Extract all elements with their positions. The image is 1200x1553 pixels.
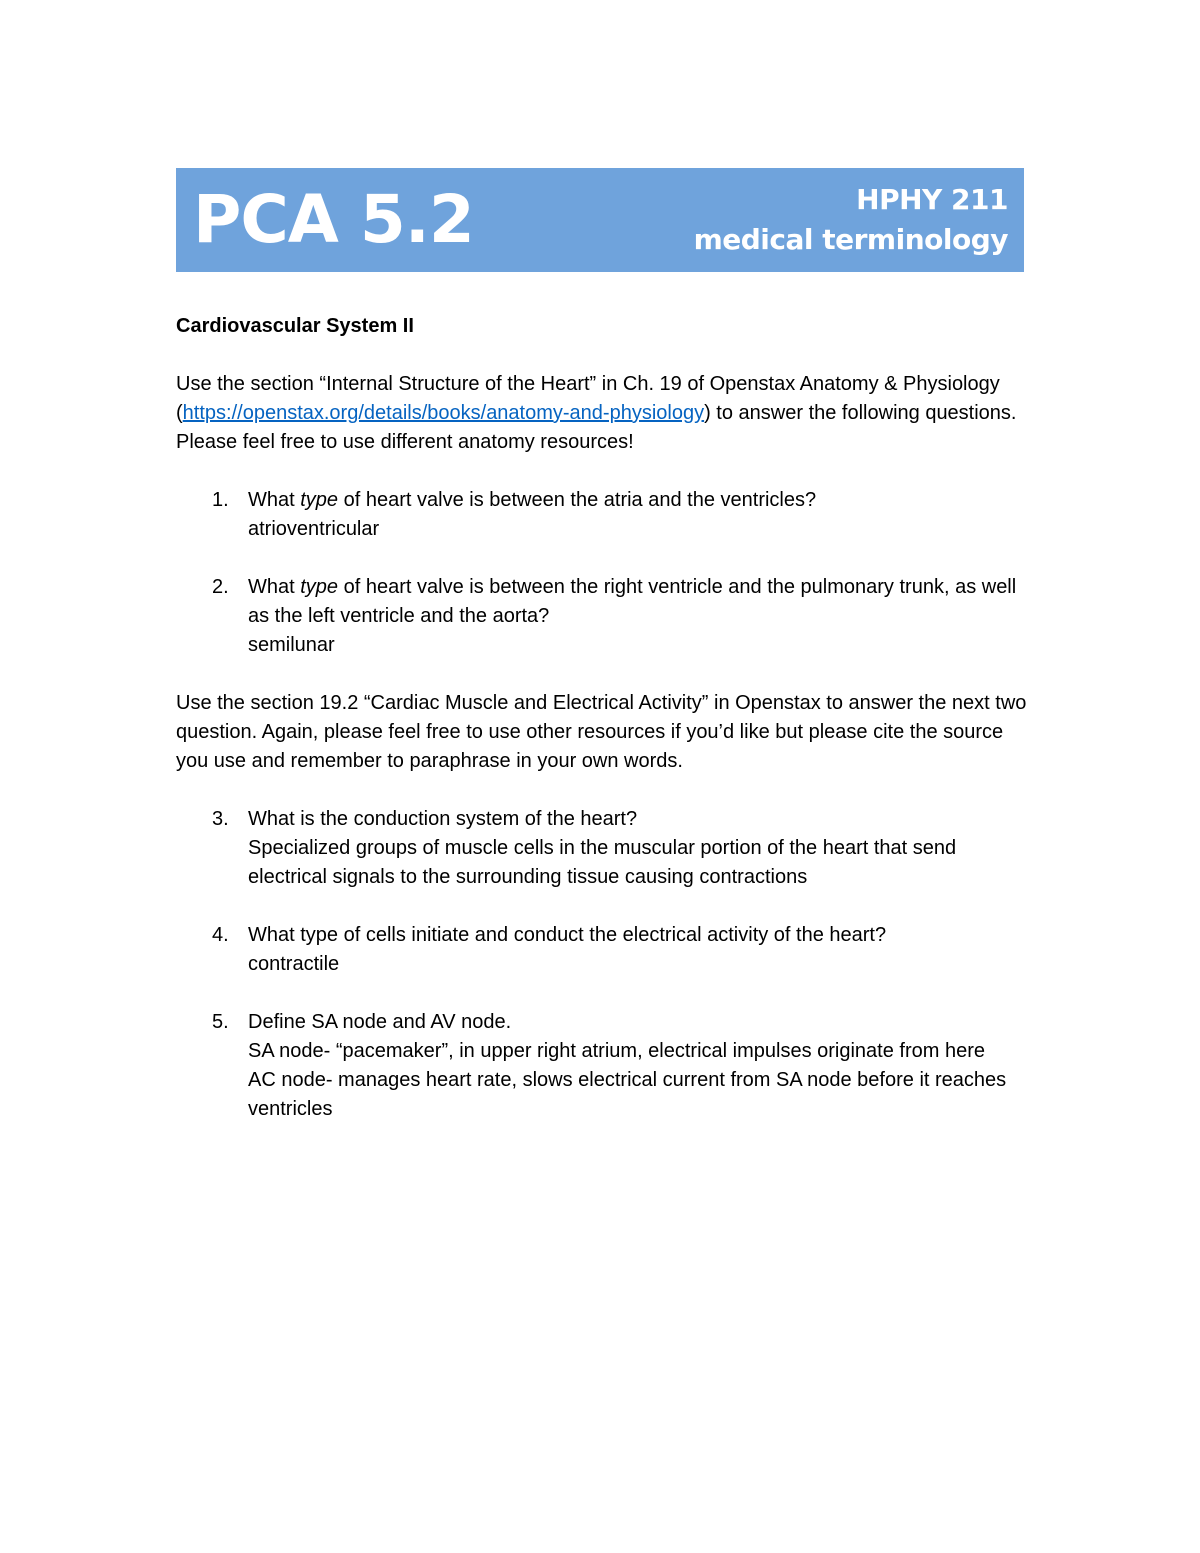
question-text-part: What: [248, 576, 301, 598]
intro-text-after-link: ) to answer the following questions. Please feel free to use different anatomy resources!: [176, 402, 1017, 453]
document-body: [176, 312, 1036, 1124]
header-banner: [176, 168, 1024, 272]
question-item: [176, 573, 1036, 660]
question-number: 2.: [212, 576, 229, 598]
assignment-code: PCA 5.2: [193, 181, 474, 258]
question-text: [248, 576, 1016, 627]
question-number: 4.: [212, 924, 229, 946]
question-number: 3.: [212, 808, 229, 830]
question-item: [176, 921, 1036, 979]
openstax-link[interactable]: https://openstax.org/details/books/anatomy-and-physiology: [182, 402, 705, 424]
answer-text: SA node- “pacemaker”, in upper right atrium, electrical impulses originate from here: [248, 1040, 985, 1062]
question-item: [176, 805, 1036, 892]
intro-paragraph-1: [176, 370, 1036, 457]
question-list-1: [176, 486, 1036, 660]
intro-text-before-link: Use the section “Internal Structure of the Heart” in Ch. 19 of Openstax Anatomy & Physiology (: [176, 373, 1000, 424]
question-text-part: What: [248, 489, 301, 511]
question-item: [176, 486, 1036, 544]
question-text: [248, 489, 816, 511]
section-title: Cardiovascular System II: [176, 315, 414, 337]
intro-paragraph-2: Use the section 19.2 “Cardiac Muscle and Electrical Activity” in Openstax to answer the next two question. Again, please feel free to use other resources if you’d like but please cite the source you use and remember to paraphrase in your own words.: [176, 692, 1027, 772]
question-text-part: of heart valve is between the right ventricle and the pulmonary trunk, as well as the left ventricle and the aorta?: [248, 576, 1017, 627]
question-emphasis: type: [300, 576, 339, 598]
question-text: What type of cells initiate and conduct the electrical activity of the heart?: [248, 924, 887, 946]
question-number: 5.: [212, 1011, 229, 1033]
question-item: [176, 1008, 1036, 1124]
question-list-2: [176, 805, 1036, 1124]
answer-text: contractile: [248, 953, 340, 975]
question-text: What is the conduction system of the heart?: [248, 808, 638, 830]
question-emphasis: type: [300, 489, 339, 511]
answer-text: atrioventricular: [248, 518, 380, 540]
answer-text: Specialized groups of muscle cells in the muscular portion of the heart that send electrical signals to the surrounding tissue causing contractions: [248, 837, 957, 888]
course-name: medical terminology: [693, 223, 1008, 256]
course-label: [694, 180, 1008, 260]
question-text: Define SA node and AV node.: [248, 1011, 512, 1033]
answer-text-2: AC node- manages heart rate, slows electrical current from SA node before it reaches ventricles: [248, 1069, 1007, 1120]
course-number: HPHY 211: [856, 183, 1008, 216]
question-text-part: of heart valve is between the atria and the ventricles?: [338, 489, 817, 511]
question-number: 1.: [212, 489, 229, 511]
answer-text: semilunar: [248, 634, 335, 656]
